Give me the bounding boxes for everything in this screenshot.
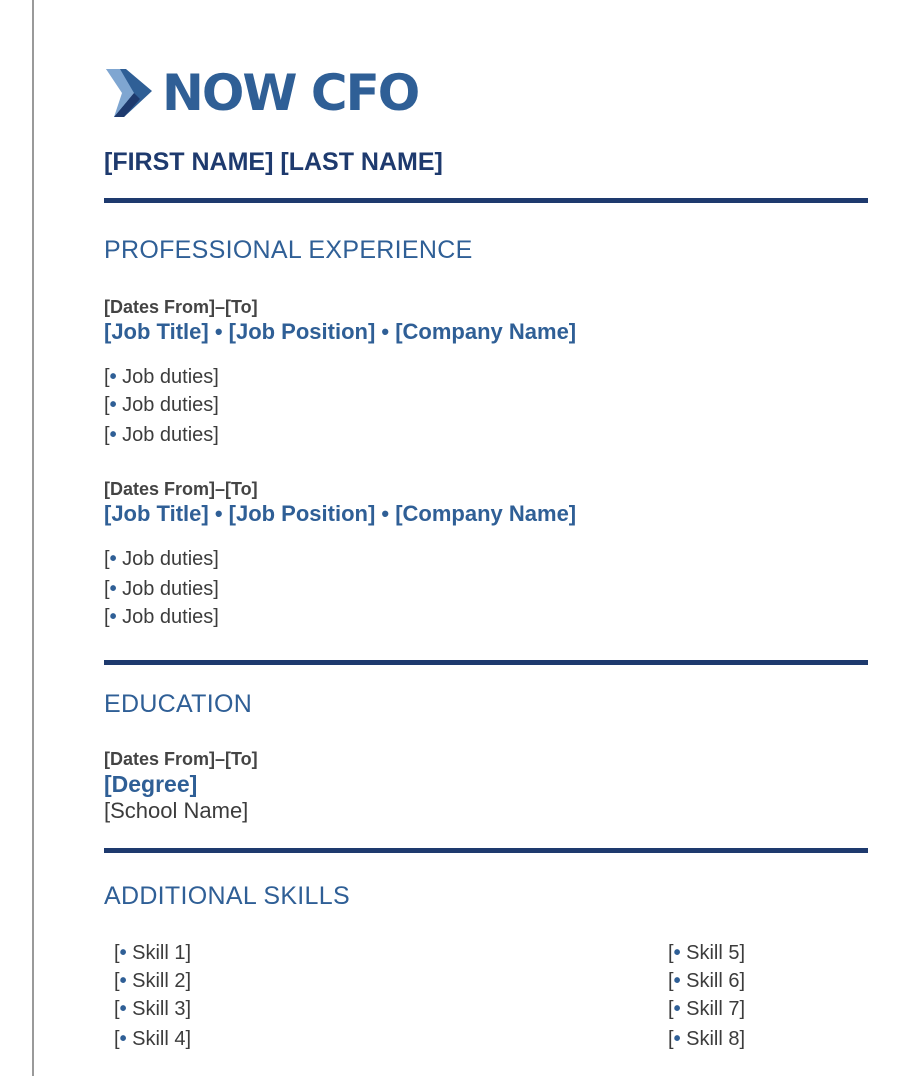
- skill-item: [• Skill 5]: [668, 942, 746, 964]
- skill-item: [• Skill 6]: [668, 970, 746, 992]
- bullet-icon: •: [673, 942, 681, 964]
- job-title: [Job Title] • [Job Position] • [Company Name]: [104, 501, 577, 526]
- bullet-icon: •: [119, 942, 127, 964]
- logo-mark-icon: [104, 65, 154, 121]
- bullet-icon: •: [673, 998, 681, 1020]
- list-item: [• Job duties]: [104, 578, 219, 600]
- skill-item: [• Skill 8]: [668, 1028, 746, 1050]
- section-title-experience: PROFESSIONAL EXPERIENCE: [104, 236, 473, 264]
- job-dates: [Dates From]–[To]: [104, 479, 258, 499]
- divider-rule: [104, 198, 868, 203]
- divider-rule: [104, 848, 868, 853]
- bullet-icon: •: [109, 394, 123, 416]
- bullet-icon: •: [119, 1028, 127, 1050]
- company-logo: [104, 64, 418, 122]
- education-dates: [Dates From]–[To]: [104, 749, 258, 769]
- bullet-icon: •: [673, 1028, 681, 1050]
- skill-item: [• Skill 4]: [114, 1028, 192, 1050]
- list-item: [• Job duties]: [104, 366, 219, 388]
- logo-text: NOW CFO: [162, 64, 419, 122]
- page-edge: [32, 0, 34, 1076]
- bullet-icon: •: [119, 970, 127, 992]
- list-item: [• Job duties]: [104, 548, 219, 570]
- skill-item: [• Skill 2]: [114, 970, 192, 992]
- skill-item: [• Skill 1]: [114, 942, 192, 964]
- section-title-education: EDUCATION: [104, 690, 253, 718]
- list-item: [• Job duties]: [104, 394, 219, 416]
- bullet-icon: •: [119, 998, 127, 1020]
- job-dates: [Dates From]–[To]: [104, 297, 258, 317]
- bullet-icon: •: [109, 424, 123, 446]
- list-item: [• Job duties]: [104, 606, 219, 628]
- bullet-icon: •: [109, 606, 123, 628]
- bullet-icon: •: [109, 366, 123, 388]
- list-item: [• Job duties]: [104, 424, 219, 446]
- section-title-skills: ADDITIONAL SKILLS: [104, 882, 350, 910]
- degree: [Degree]: [104, 771, 198, 797]
- candidate-name: [FIRST NAME] [LAST NAME]: [104, 148, 443, 176]
- bullet-icon: •: [109, 548, 123, 570]
- bullet-icon: •: [673, 970, 681, 992]
- school-name: [School Name]: [104, 798, 249, 823]
- job-title: [Job Title] • [Job Position] • [Company Name]: [104, 319, 577, 344]
- divider-rule: [104, 660, 868, 665]
- skill-item: [• Skill 7]: [668, 998, 746, 1020]
- skill-item: [• Skill 3]: [114, 998, 192, 1020]
- bullet-icon: •: [109, 578, 123, 600]
